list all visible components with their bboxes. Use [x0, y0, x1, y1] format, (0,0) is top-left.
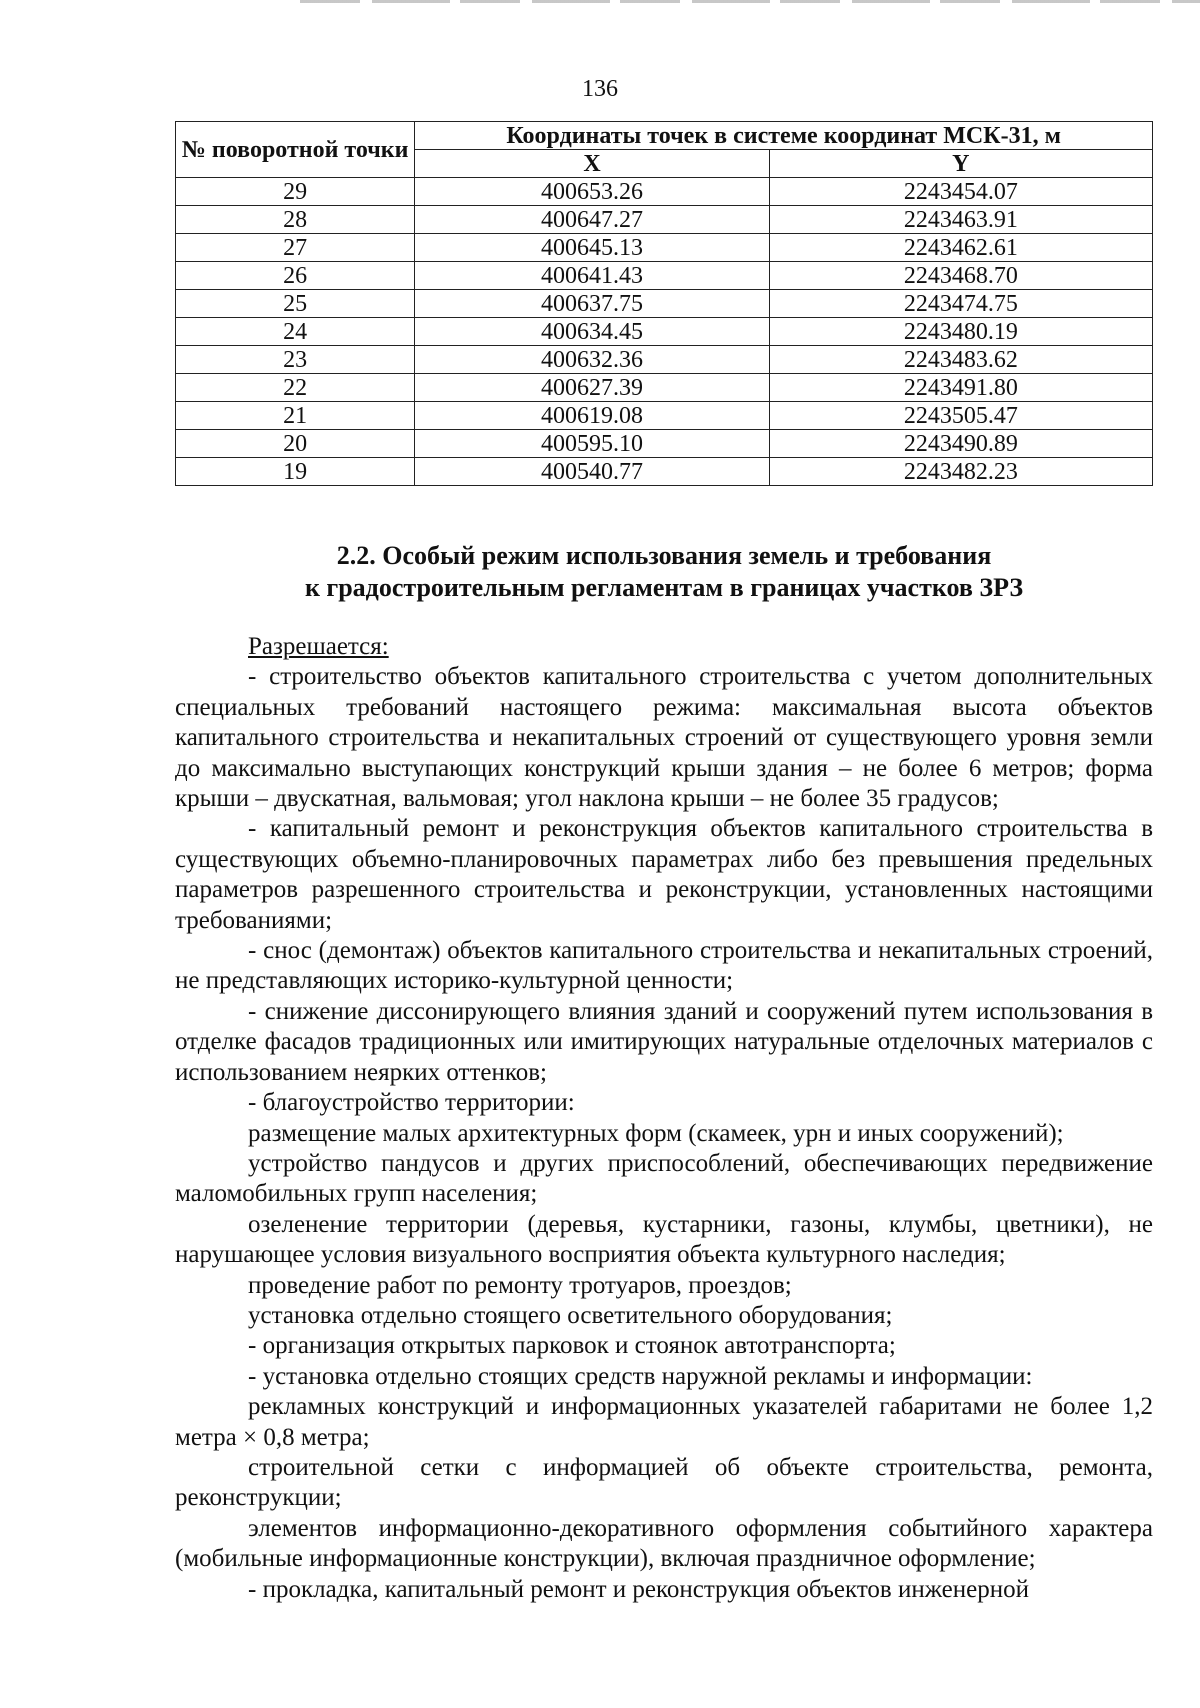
cell-y: 2243505.47: [769, 402, 1152, 430]
body-paragraph: - капитальный ремонт и реконструкция объектов капитального строительства в существующих объемно-планировочных параметрах либо без превышения предельных параметров разрешенного строительства и реконструкции, установленных настоящими требованиями;: [175, 815, 1153, 934]
section-title-line2: к градостроительным регламентам в границах участков ЗРЗ: [304, 573, 1024, 602]
cell-x: 400645.13: [415, 234, 769, 262]
cell-point-number: 22: [176, 374, 415, 402]
cell-x: 400647.27: [415, 206, 769, 234]
body-paragraph: - снижение диссонирующего влияния зданий и сооружений путем использования в отделке фасадов традиционных или имитирующих натуральные отделочных материалов с использованием неярких оттенков;: [175, 997, 1153, 1086]
cell-point-number: 27: [176, 234, 415, 262]
cell-point-number: 24: [176, 318, 415, 346]
cell-y: 2243454.07: [769, 178, 1152, 206]
body-text: [175, 632, 1153, 1605]
cell-y: 2243462.61: [769, 234, 1152, 262]
cell-x: 400540.77: [415, 458, 769, 486]
body-paragraph: строительной сетки с информацией об объекте строительства, ремонта, реконструкции;: [175, 1453, 1153, 1512]
cell-y: 2243463.91: [769, 206, 1152, 234]
header-coordinates: Координаты точек в системе координат МСК-31, м: [415, 122, 1153, 150]
cell-x: 400637.75: [415, 290, 769, 318]
cell-y: 2243474.75: [769, 290, 1152, 318]
section-title: [175, 540, 1153, 604]
cell-point-number: 23: [176, 346, 415, 374]
table-row: [176, 206, 1153, 234]
allowed-label: Разрешается:: [248, 633, 389, 660]
cell-point-number: 21: [176, 402, 415, 430]
cell-x: 400627.39: [415, 374, 769, 402]
cell-y: 2243482.23: [769, 458, 1152, 486]
cell-y: 2243491.80: [769, 374, 1152, 402]
header-x: X: [415, 150, 769, 178]
table-row: [176, 346, 1153, 374]
header-point-number: № поворотной точки: [176, 122, 415, 178]
page-number: 136: [582, 76, 618, 102]
body-paragraph: элементов информационно-декоративного оформления событийного характера (мобильные информационные конструкции), включая праздничное оформление;: [175, 1514, 1153, 1573]
cell-point-number: 28: [176, 206, 415, 234]
cell-x: 400632.36: [415, 346, 769, 374]
cell-x: 400619.08: [415, 402, 769, 430]
table-row: [176, 262, 1153, 290]
cell-y: 2243468.70: [769, 262, 1152, 290]
cell-point-number: 20: [176, 430, 415, 458]
body-paragraph: размещение малых архитектурных форм (скамеек, урн и иных сооружений);: [248, 1119, 1064, 1147]
body-paragraph: устройство пандусов и других приспособлений, обеспечивающих передвижение маломобильных групп населения;: [175, 1149, 1153, 1208]
table-row: [176, 458, 1153, 486]
body-paragraph: озеленение территории (деревья, кустарники, газоны, клумбы, цветники), не нарушающее условия визуального восприятия объекта культурного наследия;: [175, 1210, 1153, 1269]
cell-x: 400595.10: [415, 430, 769, 458]
scan-edge-artifact: [300, 0, 1200, 3]
body-paragraph: - благоустройство территории:: [248, 1089, 575, 1117]
cell-x: 400653.26: [415, 178, 769, 206]
body-paragraph: рекламных конструкций и информационных указателей габаритами не более 1,2 метра × 0,8 метра;: [175, 1393, 1153, 1451]
table-header-row: [176, 122, 1153, 150]
cell-point-number: 25: [176, 290, 415, 318]
cell-point-number: 29: [176, 178, 415, 206]
section-title-line1: 2.2. Особый режим использования земель и требования: [336, 541, 992, 570]
coordinates-table: [175, 121, 1153, 486]
table-row: [176, 234, 1153, 262]
body-paragraph: - установка отдельно стоящих средств наружной рекламы и информации:: [248, 1362, 1033, 1390]
cell-point-number: 19: [176, 458, 415, 486]
table-row: [176, 318, 1153, 346]
cell-y: 2243480.19: [769, 318, 1152, 346]
allowed-label-paragraph: [175, 632, 1153, 662]
table-row: [176, 402, 1153, 430]
cell-y: 2243490.89: [769, 430, 1152, 458]
body-paragraph: проведение работ по ремонту тротуаров, проездов;: [248, 1271, 792, 1299]
table-row: [176, 374, 1153, 402]
body-paragraph: - строительство объектов капитального строительства с учетом дополнительных специальных требований настоящего режима: максимальная высота объектов капитального строительства и некапитальных строений от существующего уровня земли до максимально выступающих конструкций крыши здания – не более 6 метров; форма крыши – двускатная, вальмовая; угол наклона крыши – не более 35 градусов;: [175, 663, 1153, 813]
table-body: [176, 178, 1153, 486]
header-y: Y: [769, 150, 1152, 178]
body-paragraph: - снос (демонтаж) объектов капитального строительства и некапитальных строений, не представляющих историко-культурной ценности;: [175, 937, 1153, 995]
cell-point-number: 26: [176, 262, 415, 290]
body-paragraph: - организация открытых парковок и стоянок автотранспорта;: [248, 1332, 896, 1360]
body-paragraph: установка отдельно стоящего осветительного оборудования;: [248, 1301, 893, 1329]
cell-x: 400641.43: [415, 262, 769, 290]
table-row: [176, 178, 1153, 206]
body-paragraph: - прокладка, капитальный ремонт и реконструкция объектов инженерной: [248, 1575, 1029, 1603]
cell-x: 400634.45: [415, 318, 769, 346]
table-row: [176, 430, 1153, 458]
cell-y: 2243483.62: [769, 346, 1152, 374]
table-row: [176, 290, 1153, 318]
